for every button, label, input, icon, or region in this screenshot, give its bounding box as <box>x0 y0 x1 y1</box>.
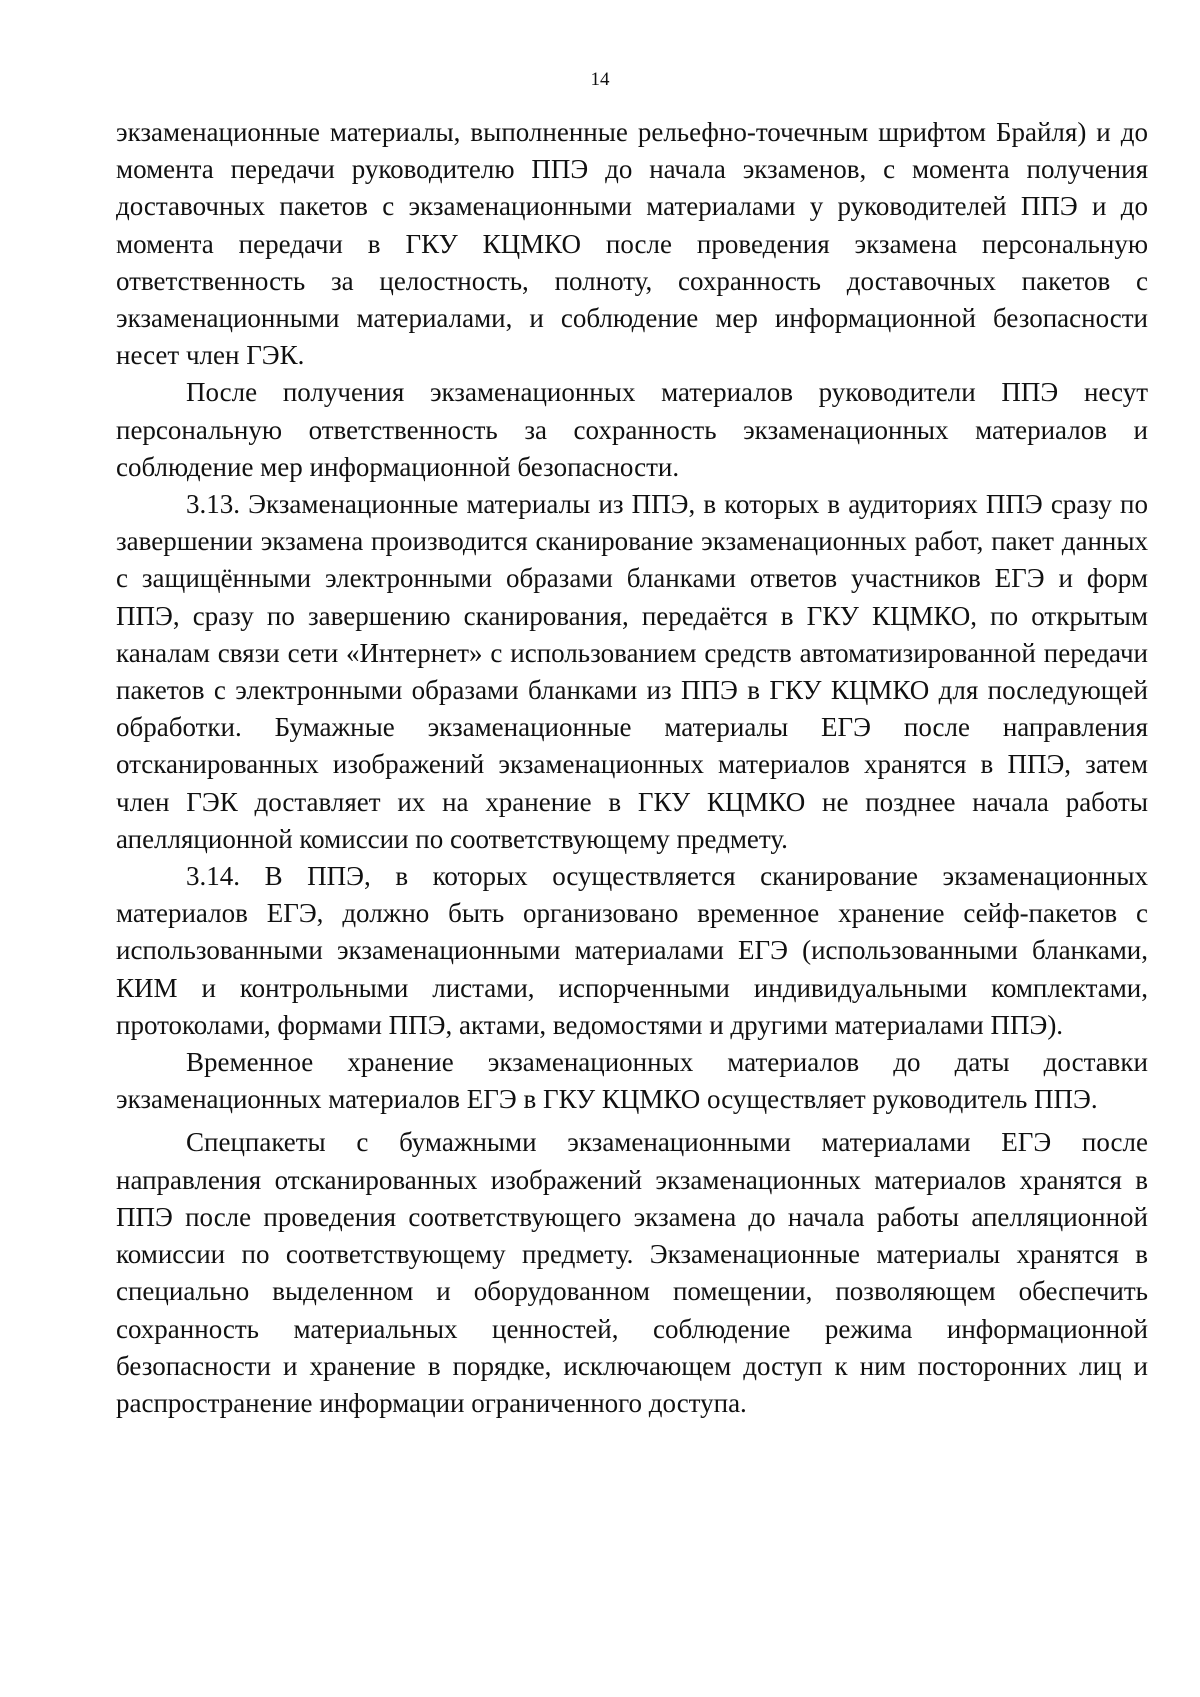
paragraph-section-3-14: 3.14. В ППЭ, в которых осуществляется сканирование экзаменационных материалов ЕГЭ, должно быть организовано временное хранение сейф-пакетов с использованными экзаменационными материалами ЕГЭ (использованными бланками, КИМ и контрольными листами, испорченными индивидуальными комплектами, протоколами, формами ППЭ, актами, ведомостями и другими материалами ППЭ). <box>116 861 1148 1040</box>
page-number: 14 <box>590 69 610 90</box>
paragraph-continuation: экзаменационные материалы, выполненные рельефно-точечным шрифтом Брайля) и до момента передачи руководителю ППЭ до начала экзаменов, с момента получения доставочных пакетов с экзаменационными материалами у руководителей ППЭ и до момента передачи в ГКУ КЦМКО после проведения экзамена персональную ответственность за целостность, полноту, сохранность доставочных пакетов с экзаменационными материалами, и соблюдение мер информационной безопасности несет член ГЭК. <box>116 117 1148 371</box>
paragraph-special-packages: Спецпакеты с бумажными экзаменационными материалами ЕГЭ после направления отсканированных изображений экзаменационных материалов хранятся в ППЭ после проведения соответствующего экзамена до начала работы апелляционной комиссии по соответствующему предмету. Экзаменационные материалы хранятся в специально выделенном и оборудованном помещении, позволяющем обеспечить сохранность материальных ценностей, соблюдение режима информационной безопасности и хранение в порядке, исключающем доступ к ним посторонних лиц и распространение информации ограниченного доступа. <box>116 1127 1148 1418</box>
paragraph-temporary-storage: Временное хранение экзаменационных материалов до даты доставки экзаменационных материалов ЕГЭ в ГКУ КЦМКО осуществляет руководитель ППЭ. <box>116 1047 1148 1115</box>
document-body <box>116 114 1148 1422</box>
paragraph-section-3-13: 3.13. Экзаменационные материалы из ППЭ, в которых в аудиториях ППЭ сразу по завершении экзамена производится сканирование экзаменационных работ, пакет данных с защищёнными электронными образами бланками ответов участников ЕГЭ и форм ППЭ, сразу по завершению сканирования, передаётся в ГКУ КЦМКО, по открытым каналам связи сети «Интернет» с использованием средств автоматизированной передачи пакетов с электронными образами бланками из ППЭ в ГКУ КЦМКО для последующей обработки. Бумажные экзаменационные материалы ЕГЭ после направления отсканированных изображений экзаменационных материалов хранятся в ППЭ, затем член ГЭК доставляет их на хранение в ГКУ КЦМКО не позднее начала работы апелляционной комиссии по соответствующему предмету. <box>116 489 1148 854</box>
paragraph-responsibility-ppe-heads: После получения экзаменационных материалов руководители ППЭ несут персональную ответственность за сохранность экзаменационных материалов и соблюдение мер информационной безопасности. <box>116 377 1148 482</box>
